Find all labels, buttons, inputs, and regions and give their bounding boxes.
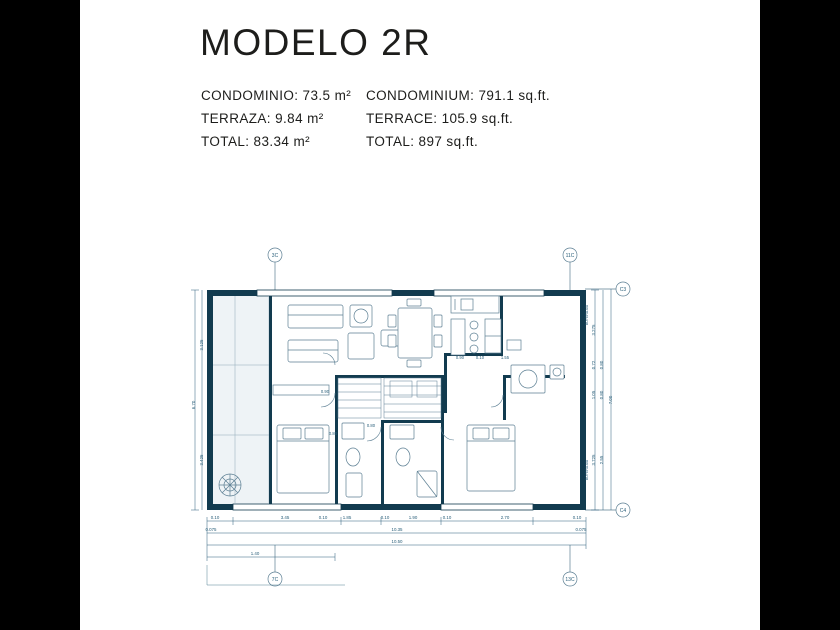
svg-text:0.90: 0.90 bbox=[320, 389, 330, 394]
svg-text:BOYERA A/A: BOYERA A/A bbox=[585, 304, 589, 326]
grid-bubble-11C: 11C bbox=[565, 253, 575, 259]
closet-hatch bbox=[338, 378, 441, 418]
svg-text:3.425: 3.425 bbox=[199, 454, 204, 466]
svg-text:0.80: 0.80 bbox=[599, 360, 604, 370]
svg-text:BOYERA A/A: BOYERA A/A bbox=[585, 459, 589, 481]
spec-condominio: CONDOMINIO: 73.5 m² bbox=[201, 88, 352, 103]
spec-terraza: TERRAZA: 9.84 m² bbox=[201, 111, 324, 126]
svg-text:0.10: 0.10 bbox=[210, 515, 220, 520]
svg-text:3.125: 3.125 bbox=[199, 339, 204, 351]
svg-text:10.35: 10.35 bbox=[391, 527, 403, 532]
svg-text:6.70: 6.70 bbox=[191, 400, 196, 410]
svg-text:10.50: 10.50 bbox=[391, 539, 403, 544]
svg-text:3.725: 3.725 bbox=[591, 454, 596, 466]
svg-text:0.72: 0.72 bbox=[591, 360, 596, 370]
grid-bubble-7C: 7C bbox=[271, 577, 279, 583]
grid-bubble-C4: C4 bbox=[619, 508, 627, 514]
svg-text:2.55: 2.55 bbox=[599, 455, 604, 465]
svg-text:0.80: 0.80 bbox=[599, 390, 604, 400]
specs-block bbox=[201, 88, 550, 149]
spec-total-en: TOTAL: 897 sq.ft. bbox=[366, 134, 479, 149]
svg-text:2.70: 2.70 bbox=[500, 515, 510, 520]
svg-text:0.80: 0.80 bbox=[366, 423, 376, 428]
svg-text:1.05: 1.05 bbox=[591, 390, 596, 400]
dimension-text-right bbox=[585, 304, 613, 480]
svg-text:1.90: 1.90 bbox=[408, 515, 418, 520]
svg-text:0.075: 0.075 bbox=[205, 527, 217, 532]
svg-text:7.00: 7.00 bbox=[608, 395, 613, 405]
grid-bubble-3C: 3C bbox=[271, 253, 279, 259]
specs-english bbox=[366, 88, 550, 149]
svg-text:1.85: 1.85 bbox=[342, 515, 352, 520]
svg-text:0.10: 0.10 bbox=[442, 515, 452, 520]
svg-text:1.55: 1.55 bbox=[500, 355, 510, 360]
kitchen bbox=[451, 296, 501, 355]
grid-bubble-C3: C3 bbox=[619, 287, 627, 293]
living-room-furniture bbox=[288, 305, 411, 362]
svg-text:1.40: 1.40 bbox=[250, 551, 260, 556]
specs-spanish bbox=[201, 88, 366, 149]
laundry-bath-right bbox=[507, 340, 564, 393]
floor-plan-drawing bbox=[185, 245, 655, 590]
grid-bubbles bbox=[268, 248, 630, 586]
svg-text:0.10: 0.10 bbox=[475, 355, 485, 360]
svg-text:0.10: 0.10 bbox=[318, 515, 328, 520]
spec-total: TOTAL: 83.34 m² bbox=[201, 134, 311, 149]
svg-text:0.90: 0.90 bbox=[455, 355, 465, 360]
dimension-lines-left bbox=[191, 290, 202, 510]
svg-text:0.075: 0.075 bbox=[575, 527, 587, 532]
bathroom-fixtures bbox=[342, 423, 437, 497]
bedroom-right bbox=[467, 425, 515, 491]
spec-condominium: CONDOMINIUM: 791.1 sq.ft. bbox=[366, 88, 551, 103]
grid-bubble-13C: 13C bbox=[565, 577, 575, 583]
plan-sheet bbox=[80, 0, 760, 630]
page-title: MODELO 2R bbox=[200, 22, 432, 63]
svg-text:0.80: 0.80 bbox=[328, 431, 338, 436]
svg-text:3.275: 3.275 bbox=[591, 324, 596, 336]
svg-text:0.10: 0.10 bbox=[572, 515, 582, 520]
svg-text:3.45: 3.45 bbox=[280, 515, 290, 520]
svg-text:0.10: 0.10 bbox=[380, 515, 390, 520]
spec-terrace: TERRACE: 105.9 sq.ft. bbox=[366, 111, 514, 126]
